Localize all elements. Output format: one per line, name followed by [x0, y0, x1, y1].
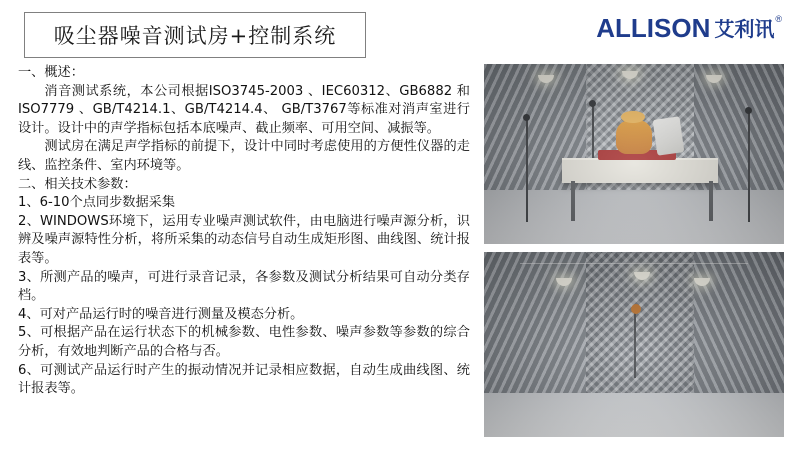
photo-vignette [484, 64, 784, 244]
photo-vignette [484, 252, 784, 437]
paragraph-heading-2: 二、相关技术参数： [18, 176, 137, 192]
paragraph-overview-1: 消音测试系统，本公司根据ISO3745-2003 、IEC60312、GB6882 和ISO7779 、GB/T4214.1、GB/T4214.4、 GB/T3767等标准对消声室进行设计。设计中的声学指标包括本底噪声、截止频率、可用空间、减振等。 [18, 83, 470, 136]
registered-trademark-icon: ® [775, 14, 782, 24]
paragraph-spec-4: 4、可对产品运行时的噪音进行测量及模态分析。 [18, 306, 304, 322]
page-title: 吸尘器噪音测试房+控制系统 [53, 24, 337, 48]
paragraph-heading-1: 一、概述： [18, 65, 84, 80]
brand-logo [596, 14, 782, 54]
photo-anechoic-chamber-interior [484, 252, 784, 437]
paragraph-spec-3: 3、所测产品的噪声，可进行录音记录，各参数及测试分析结果可自动分类存档。 [18, 269, 470, 304]
paragraph-spec-1: 1、6-10个点同步数据采集 [18, 195, 176, 211]
logo-wordmark-cn: 艾利讯 [714, 17, 775, 41]
paragraph-spec-6: 6、可测试产品运行时产生的振动情况并记录相应数据，自动生成曲线图、统计报表等。 [18, 362, 470, 397]
photo-anechoic-chamber-test-bench [484, 64, 784, 244]
logo-wordmark: ALLISON [596, 13, 711, 43]
title-box [24, 12, 366, 58]
paragraph-spec-2: 2、WINDOWS环境下，运用专业噪声测试软件，由电脑进行噪声源分析，识辨及噪声源特性分析，将所采集的动态信号自动生成矩形图、曲线图、统计报表等。 [18, 213, 470, 266]
paragraph-spec-5: 5、可根据产品在运行状态下的机械参数、电性参数、噪声参数等参数的综合分析，有效地判断产品的合格与否。 [18, 325, 470, 359]
body-content [18, 64, 470, 399]
paragraph-overview-2: 测试房在满足声学指标的前提下，设计中同时考虑使用的方便性仪器的走线、监控条件、室内环境等。 [18, 139, 470, 173]
